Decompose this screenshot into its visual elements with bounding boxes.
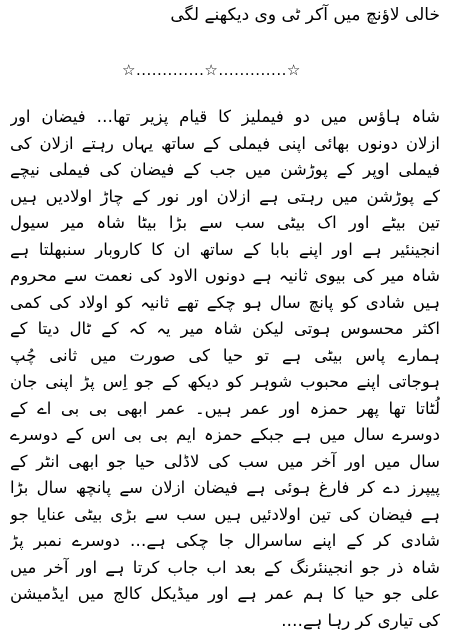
text-line: شادی کر کے اپنے ساسرال جا چکی ہے… دوسرے نمبر پڑ — [10, 531, 440, 550]
text-line: لُٹاتا تھا پھر حمزہ اور عمر ہیں۔ عمر ابھی بی بی اے کے — [10, 398, 440, 418]
text-line: ہیں شادی کو پانچ سال ہو چکے تھے ثانیہ کو اولاد کی کمی — [10, 292, 440, 312]
text-line: تین بیٹے اور اک بیٹی سب سے بڑا بیٹا شاہ میر سیول — [10, 213, 440, 232]
star-divider: ☆.............☆.............☆ — [122, 61, 301, 79]
text-line: شاہ ہاؤس میں دو فیملیز کا قیام پزیر تھا… فیضان اور — [10, 107, 440, 126]
text-line: اکثر محسوس ہوتی لیکن شاہ میر یہ کہ کے ٹال دیتا کے — [10, 319, 440, 338]
text-line: شاہ ذر جو انجینئرنگ کے بعد اب جاب کرتا ہے اور آخر میں — [10, 557, 440, 577]
text-line: شاہ میر کی بیوی ثانیہ ہے دونوں الاود کی نعمت سے محروم — [10, 266, 440, 285]
top-line-text: خالی لاؤنچ میں آکر ٹی وی دیکھنے لگی — [170, 5, 440, 25]
text-line: پیپرز دے کر فارغ ہوئی ہے فیضان ازلان سے پانچھ سال بڑا — [10, 478, 440, 497]
body-text — [10, 104, 440, 634]
text-line: ہمارے پاس بیٹی ہے تو حیا کی صورت میں ثانی چُپ — [10, 345, 440, 365]
text-line: انجینئیر ہے اور اپنے بابا کے ساتھ ان کا کاروبار سنبھلتا ہے — [10, 239, 440, 259]
text-line: ازلان دونوں بھائی اپنی فیملی کے ساتھ یہاں رہتے ازلان کی — [10, 133, 440, 153]
text-line: فیملی اوپر کے پوڑشن میں جب کے فیضان کی فیملی نیچے — [10, 160, 440, 179]
text-line: ہوجاتی اپنے محبوب شوہر کو دیکھ کے جو اِس پڑ اپنی جان — [10, 372, 440, 391]
text-line: ہے فیضان کی تین اولادئیں ہیں سب سے بڑی بیٹی عنایا جو — [10, 504, 440, 524]
text-line: سال میں اور آخر میں سب کی لاڈلی حیا جو ابھی انٹر کے — [10, 451, 440, 471]
text-line: علی جو حیا کا ہم عمر ہے اور میڈیکل کالج میں ایڈمیشن — [10, 584, 440, 603]
text-line: کی تیاری کر رہا ہے…. — [281, 610, 440, 630]
text-line: دوسرے سال میں ہے جبکے حمزہ ایم بی بی اس کے دوسرے — [10, 425, 440, 444]
text-line: کے پوڑشن میں رہتی ہے ازلان اور نور کے چاڑ اولادیں ہیں — [10, 186, 440, 206]
